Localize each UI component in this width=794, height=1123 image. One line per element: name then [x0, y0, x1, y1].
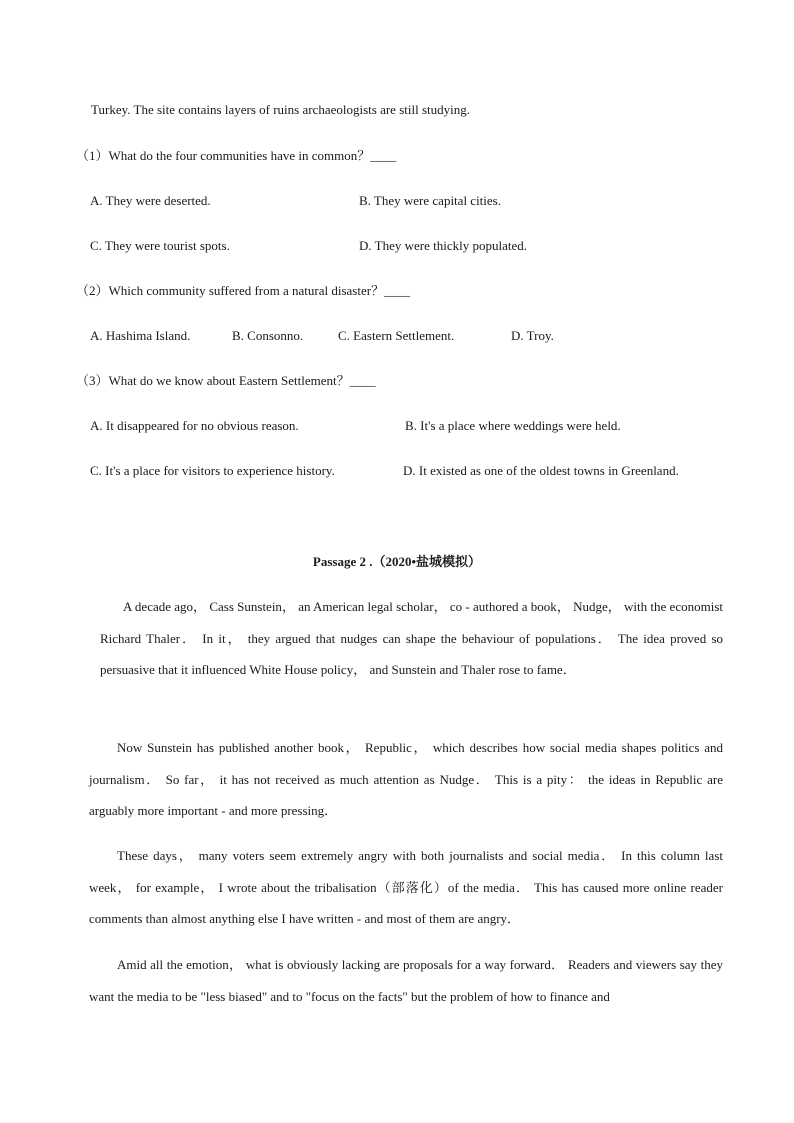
intro-line: Turkey. The site contains layers of ruins archaeologists are still studying. — [91, 102, 470, 117]
passage-2-title: Passage 2 .（2020•盐城模拟） — [312, 554, 482, 569]
question-3-option-a[interactable]: A. It disappeared for no obvious reason. — [90, 418, 299, 433]
question-2-option-a[interactable]: A. Hashima Island. — [90, 328, 191, 343]
question-3-option-b[interactable]: B. It's a place where weddings were held. — [405, 418, 621, 433]
question-1-option-b[interactable]: B. They were capital cities. — [359, 193, 501, 208]
question-2-option-d[interactable]: D. Troy. — [511, 328, 554, 343]
question-3-option-c[interactable]: C. It's a place for visitors to experience history. — [90, 463, 335, 478]
question-2-option-b[interactable]: B. Consonno. — [232, 328, 304, 343]
question-1-option-c[interactable]: C. They were tourist spots. — [90, 238, 230, 253]
passage-2-paragraph-1: A decade ago， Cass Sunstein， an American legal scholar， co - authored a book， Nudge， with the economist Richard Thaler． In it， they argued that nudges can shape the behaviour of populations． The idea proved so persuasive that it influenced White House policy， and Sunstein and Thaler rose to fame． — [100, 599, 723, 678]
question-1-option-d[interactable]: D. They were thickly populated. — [359, 238, 527, 253]
passage-2-paragraph-2: Now Sunstein has published another book， Republic， which describes how social media shapes politics and journalism． So far， it has not received as much attention as Nudge． This is a pity： the ideas in Republic are arguably more important - and more pressing． — [89, 740, 723, 819]
question-3-stem: （3）What do we know about Eastern Settlement？____ — [76, 373, 376, 388]
question-2-option-c[interactable]: C. Eastern Settlement. — [338, 328, 455, 343]
question-2-stem: （2）Which community suffered from a natural disaster？____ — [76, 283, 411, 298]
passage-2-paragraph-3: These days， many voters seem extremely angry with both journalists and social media． In this column last week， for example， I wrote about the tribalisation（部落化）of the media． This has caused more online reader comments than almost anything else I have written - and most of them are angry． — [89, 848, 723, 927]
question-3-option-d[interactable]: D. It existed as one of the oldest towns in Greenland. — [403, 463, 679, 478]
passage-2-paragraph-4: Amid all the emotion， what is obviously lacking are proposals for a way forward． Readers and viewers say they want the media to be "less biased" and to "focus on the facts" but the problem of how to finance and — [89, 957, 723, 1004]
question-1-option-a[interactable]: A. They were deserted. — [90, 193, 211, 208]
question-1-stem: （1）What do the four communities have in common？____ — [76, 148, 397, 163]
